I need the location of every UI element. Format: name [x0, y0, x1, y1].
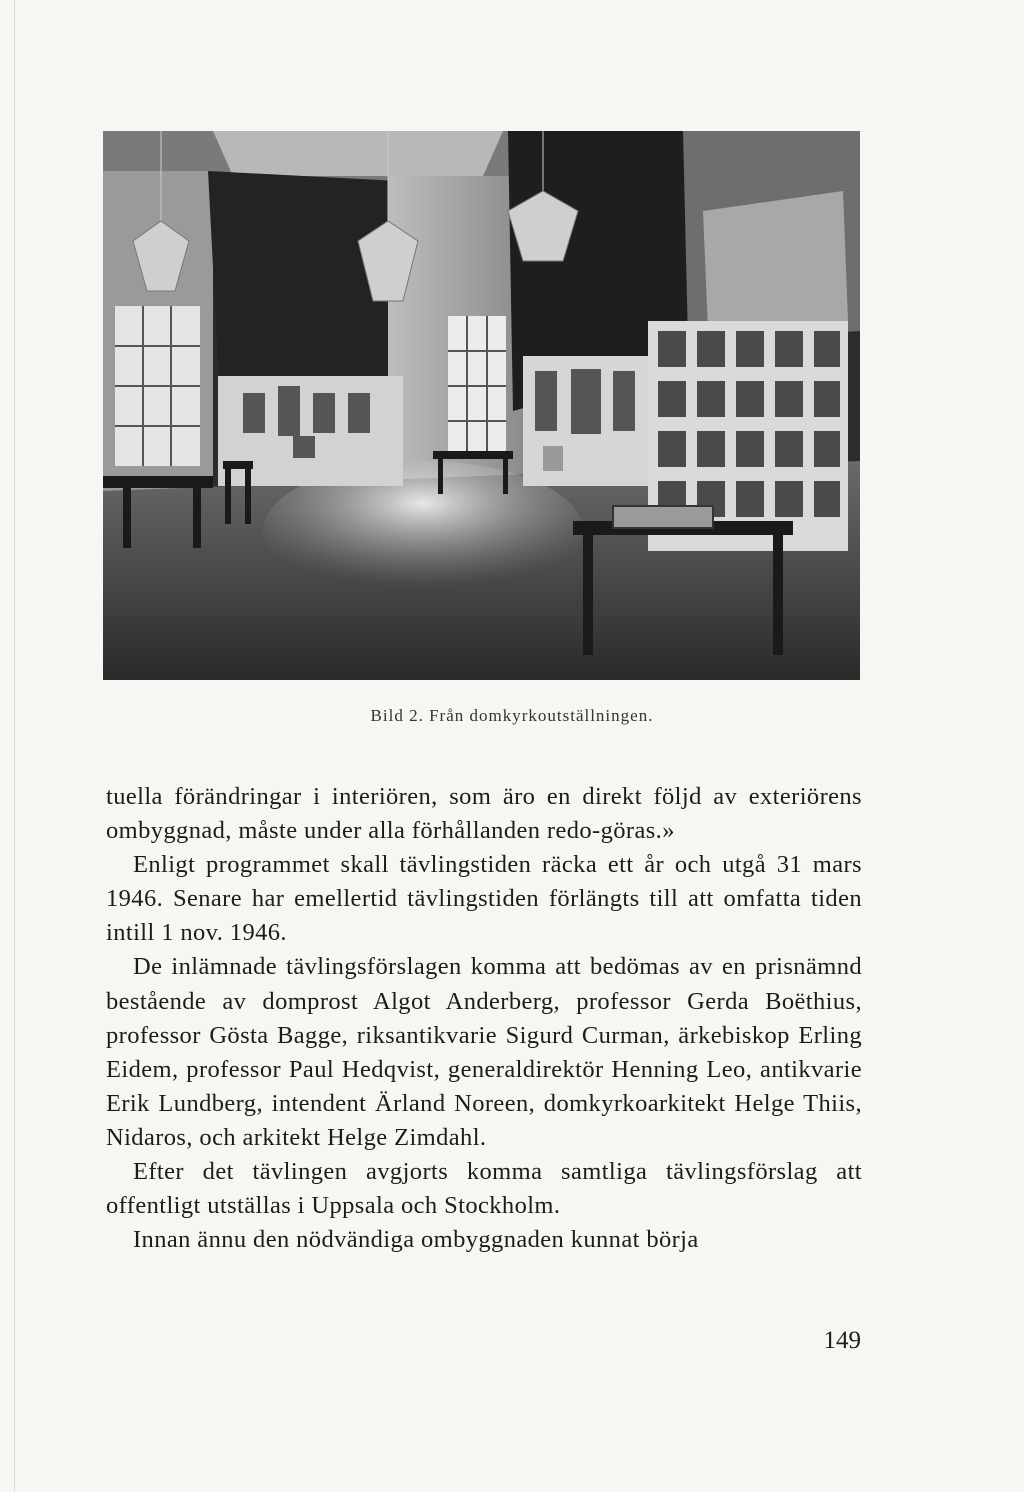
body-text — [106, 780, 862, 1257]
paragraph-4: Efter det tävlingen avgjorts komma samtliga tävlingsförslag att offentligt utställas i Uppsala och Stockholm. — [106, 1158, 862, 1220]
figure-caption: Bild 2. Från domkyrkoutställningen. — [370, 706, 654, 725]
page-edge — [14, 0, 15, 1492]
paragraph-5: Innan ännu den nödvändiga ombyggnaden kunnat börja — [133, 1226, 699, 1254]
exhibition-photo — [103, 131, 860, 680]
page-number: 149 — [823, 1327, 861, 1354]
paragraph-1: tuella förändringar i interiören, som äro en direkt följd av exteriörens ombyggnad, måste under alla förhållanden redo-göras.» — [106, 783, 862, 845]
paragraph-2: Enligt programmet skall tävlingstiden räcka ett år och utgå 31 mars 1946. Senare har emellertid tävlingstiden förlängts till att omfatta tiden intill 1 nov. 1946. — [106, 851, 862, 947]
paragraph-3: De inlämnade tävlingsförslagen komma att bedömas av en prisnämnd bestående av domprost Algot Anderberg, professor Gerda Boëthius, professor Gösta Bagge, riksantikvarie Sigurd Curman, ärkebiskop Erling Eidem, professor Paul Hedqvist, generaldirektör Henning Leo, antikvarie Erik Lundberg, intendent Ärland Noreen, domkyrkoarkitekt Helge Thiis, Nidaros, och arkitekt Helge Zimdahl. — [106, 953, 862, 1151]
